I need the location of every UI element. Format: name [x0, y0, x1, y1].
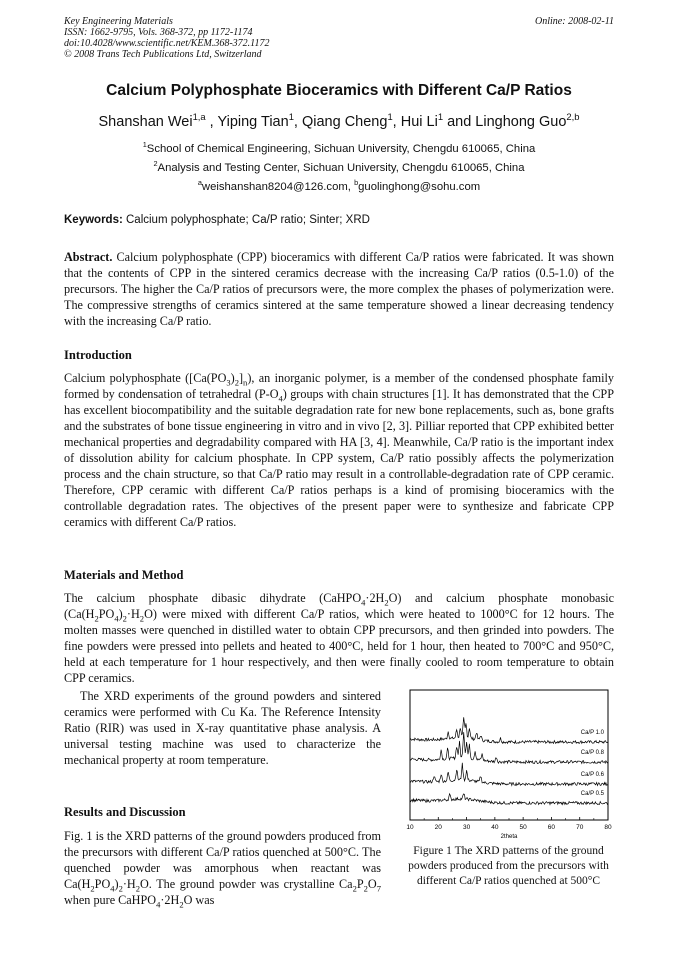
- author-name: Qiang Cheng: [301, 114, 388, 130]
- author-name: Hui Li: [400, 114, 438, 130]
- copyright-line: © 2008 Trans Tech Publications Ltd, Switzerland: [64, 49, 262, 60]
- abstract: [64, 249, 614, 329]
- series-label: Ca/P 0.5: [580, 791, 604, 797]
- issn-line: ISSN: 1662-9795, Vols. 368-372, pp 1172-1174: [64, 27, 253, 38]
- methods-heading: Materials and Method: [64, 568, 184, 582]
- x-tick-label: 30: [462, 824, 471, 831]
- author-separator: ,: [392, 114, 401, 130]
- affiliations: [20, 140, 658, 197]
- email-sup: b: [354, 178, 359, 188]
- journal-header: [64, 16, 364, 60]
- x-tick-label: 80: [604, 824, 612, 831]
- author-separator: ,: [205, 114, 218, 130]
- affiliation-2: [20, 159, 658, 178]
- x-tick-label: 10: [406, 824, 414, 831]
- affiliation-text: School of Chemical Engineering, Sichuan University, Chengdu 610065, China: [146, 143, 536, 155]
- x-tick-label: 40: [491, 824, 499, 831]
- series-label: Ca/P 1.0: [580, 730, 604, 736]
- affiliation-text: Analysis and Testing Center, Sichuan University, Chengdu 610065, China: [157, 162, 525, 174]
- affiliation-sup: 1: [142, 140, 147, 150]
- journal-name: Key Engineering Materials: [64, 16, 173, 27]
- affiliation-1: [20, 140, 658, 159]
- results-heading: Results and Discussion: [64, 805, 186, 819]
- author-name: Yiping Tian: [217, 114, 289, 130]
- keywords: [64, 214, 614, 226]
- x-tick-label: 60: [547, 824, 556, 831]
- author-sup: 1: [437, 111, 444, 123]
- email-a: weishanshan8204@126.com,: [201, 181, 355, 193]
- affiliation-sup: 2: [153, 159, 158, 169]
- author-sup: 1,a: [192, 111, 206, 123]
- x-tick-label: 20: [434, 824, 442, 831]
- methods-paragraph-2: The XRD experiments of the ground powders and sintered ceramics were performed with Cu Ka. The Reference Intensity Ratio (RIR) was used in X-ray quantitative phase analysis. A universal testing machine was used to characterize the mechanical property at room temperature.: [64, 689, 381, 767]
- emails: [20, 178, 658, 197]
- intro-paragraph: Calcium polyphosphate $([Ca(PO_3)_2]_n)$, an inorganic polymer, is a member of the condensed phosphate family formed by condensation of tetrahedral $(P-O_4)$ groups with chain structures [1]. It has demonstrated that the CPP has excellent biocompatibility and the suitable degradation rate for new bone replacements, such as, bone grafts and the substrates of bone tissue engineering in vitro and in vivo [2, 3]. Pilliar reported that CPP exhibited better mechanical properties and degradability compared with HA [3, 4]. Meanwhile, Ca/P ratio is the important index of dissolution ability for calcium phosphate. In CPP system, Ca/P ratio possibly affects the polymerization process and the chain structure, so that Ca/P ratio may result in a controllable-degradation rate of CPP ceramic. Therefore, CPP ceramic with different Ca/P ratios perhaps is a kind of promising bioceramics with the controllable degradation rates. The objectives of the present paper were to synthesize and fabricate CPP ceramics with different Ca/P ratios.: [64, 371, 614, 529]
- online-date: Online: 2008-02-11: [535, 16, 614, 27]
- author-sup: 1: [288, 111, 294, 123]
- doi-line: doi:10.4028/www.scientific.net/KEM.368-372.1172: [64, 38, 270, 49]
- author-separator: and: [443, 114, 476, 130]
- figure-caption: Figure 1 The XRD patterns of the ground powders produced from the precursors with different Ca/P ratios quenched at 500°C: [408, 845, 609, 887]
- intro-heading: Introduction: [64, 348, 132, 362]
- author-name: Linghong Guo: [475, 114, 567, 130]
- xrd-series-line: [410, 732, 608, 763]
- paper-title: Calcium Polyphosphate Bioceramics with Different Ca/P Ratios: [106, 82, 572, 99]
- series-label: Ca/P 0.6: [580, 772, 604, 778]
- xrd-series-line: [410, 717, 608, 743]
- abstract-label: Abstract.: [64, 250, 113, 264]
- email-sup: a: [197, 178, 202, 188]
- author-sup: 1: [387, 111, 393, 123]
- author-name: Shanshan Wei: [98, 114, 193, 130]
- author-separator: ,: [293, 114, 302, 130]
- methods-paragraph-1: The calcium phosphate dibasic dihydrate $(CaHPO_4\cdot 2H_2O)$ and calcium phosphate monobasic $(Ca(H_2PO_4)_2\cdot H_2O)$ were mixed with different Ca/P ratios, which were heated to 1000°C for 12 hours. The molten masses were quenched in distilled water to obtain CPP precursors, and then grinded into powders. The fine powders were pressed into pellets and heated to 400°C, held for 1 hour, then heated to 700°C and 950°C, held at each temperature for 1 hour respectively, and then were finally cooled to room temperature to obtain CPP ceramics.: [64, 591, 614, 685]
- author-list: [20, 111, 658, 130]
- keywords-label: Keywords:: [64, 214, 123, 226]
- x-tick-label: 50: [519, 824, 527, 831]
- x-axis-label: 2theta: [500, 834, 518, 840]
- abstract-text: Calcium polyphosphate (CPP) bioceramics with different Ca/P ratios were fabricated. It was shown that the contents of CPP in the sintered ceramics decrease with the increasing Ca/P ratios (0.5-1.0) of the precursors. The higher the Ca/P ratios of precursors were, the more complex the phases of polymerization were. The compressive strengths of ceramics sintered at the same temperature showed a linear decreasing tendency with the increasing Ca/P ratio.: [64, 250, 614, 328]
- series-label: Ca/P 0.8: [580, 750, 604, 756]
- author-sup: 2,b: [566, 111, 580, 123]
- x-tick-label: 70: [576, 824, 584, 831]
- xrd-series-line: [410, 794, 608, 805]
- email-b: guolinghong@sohu.com: [358, 181, 481, 193]
- xrd-series-line: [410, 763, 608, 786]
- xrd-chart: [396, 684, 622, 844]
- results-paragraph: Fig. 1 is the XRD patterns of the ground powders produced from the precursors with different Ca/P ratios quenched at 500°C. The quenched powder was amorphous when reactant was $Ca(H_2PO_4)_2\cdot H_2O$. The ground powder was crystalline $Ca_2P_2O_7$ when pure $CaHPO_4\cdot 2H_2O$ was: [64, 829, 381, 910]
- keywords-text: Calcium polyphosphate; Ca/P ratio; Sinter; XRD: [122, 214, 370, 226]
